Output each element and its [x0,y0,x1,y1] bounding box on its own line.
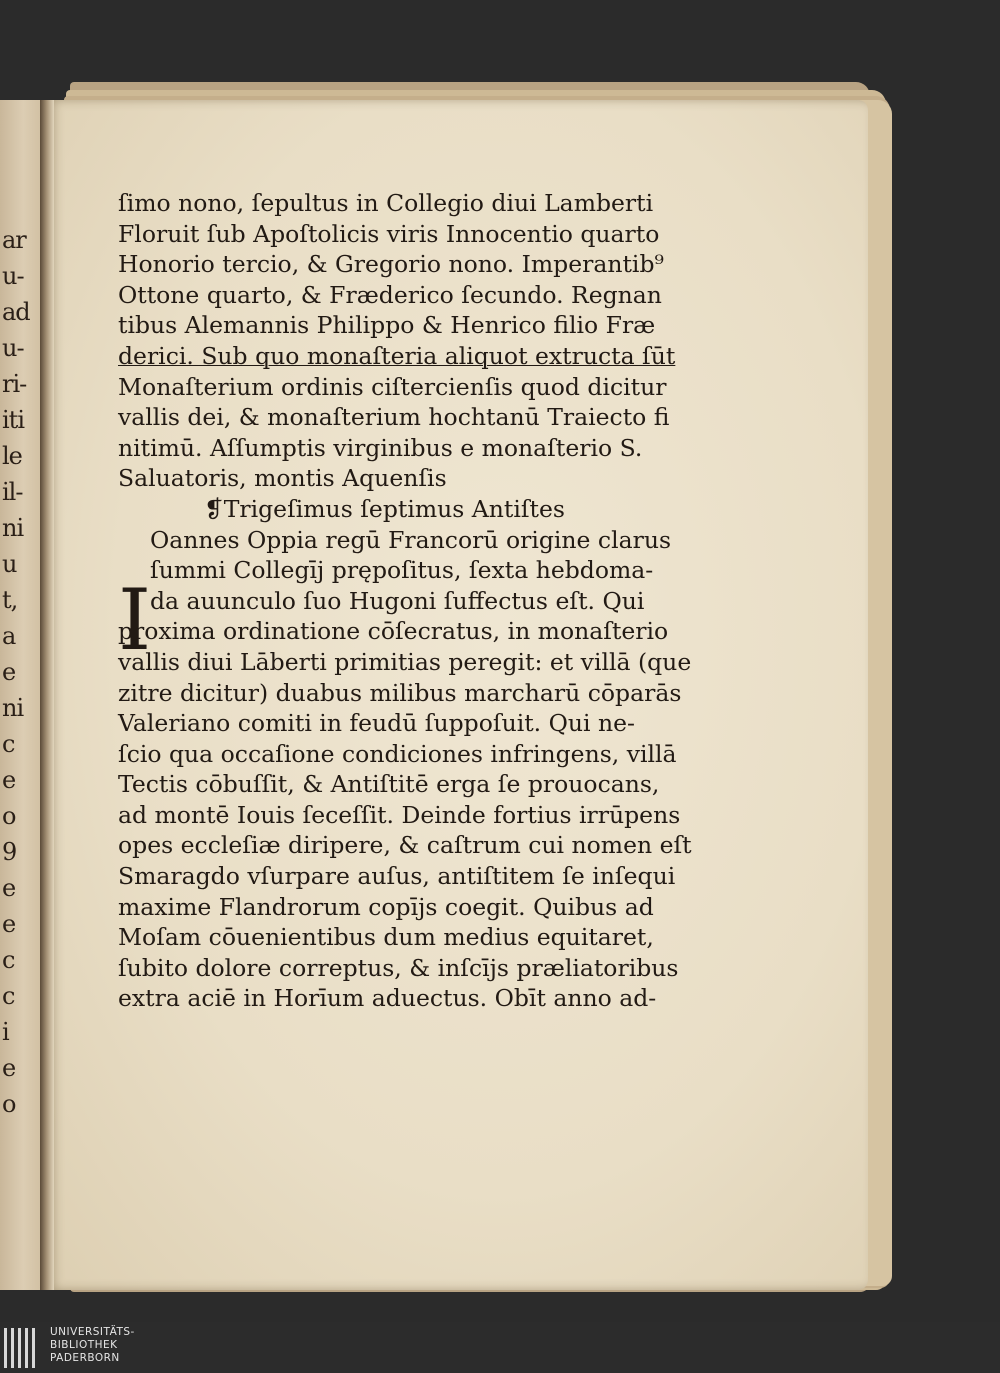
text-line: Honorio tercio, & Gregorio nono. Imperantib⁹ [118,250,664,279]
text-line: derici. Sub quo monaſteria aliquot extructa ſūt [118,341,676,370]
left-page-fragment: e [2,910,16,938]
section-heading: ❡Trigeſimus ſeptimus Antiſtes [204,494,565,523]
left-page-fragment: o [2,1090,16,1118]
left-page-fragment: ni [2,694,24,722]
left-page-fragment: t, [2,586,18,614]
left-page-fragment: ri- [2,370,27,398]
left-page-fragment: 9 [2,838,17,866]
left-page-fragment: il- [2,478,23,506]
text-line: vallis dei, & monaſterium hochtanū Traiecto fi [118,403,670,432]
text-line: opes eccleſiæ diripere, & caſtrum cui nomen eſt [118,831,692,860]
text-line: proxima ordinatione cōſecratus, in monaſterio [118,617,669,646]
page-text [118,188,718,1014]
text-line: Ottone quarto, & Fræderico ſecundo. Regnan [118,280,662,309]
logo-line: PADERBORN [50,1352,120,1364]
left-page-fragment: c [2,730,15,758]
left-page-fragment: u- [2,334,24,362]
text-line: ſummi Collegīj prępoſitus, ſexta hebdoma- [150,556,654,585]
left-page-fragment: e [2,1054,16,1082]
left-page-fragment: ar [2,226,26,254]
book-gutter [40,100,54,1290]
left-page-fragment: e [2,874,16,902]
text-line: Valeriano comiti in feudū ſuppoſuit. Qui ne- [118,709,635,738]
text-line: ſcio qua occaſione condiciones infringens, villā [118,739,677,768]
left-page-fragment: e [2,658,16,686]
left-page-fragment: a [2,622,16,650]
footer-bar [0,1322,1000,1373]
text-line: da auunculo ſuo Hugoni ſuffectus eſt. Qui [150,586,645,615]
text-line: ad montē Iouis ſeceſſit. Deinde fortius irrūpens [118,800,681,829]
text-line: tibus Alemannis Philippo & Henrico filio Fræ [118,311,656,340]
text-line: Moſam cōuenientibus dum medius equitaret, [118,923,654,952]
left-page-fragment: c [2,946,15,974]
text-line: maxime Flandrorum copījs coegit. Quibus ad [118,892,654,921]
text-line: Saluatoris, montis Aquenſis [118,464,447,493]
left-page-fragment: c [2,982,15,1010]
left-page-fragment: le [2,442,22,470]
text-line: ſimo nono, ſepultus in Collegio diui Lamberti [118,189,654,217]
left-page-fragment: ad [2,298,30,326]
logo-line: UNIVERSITÄTS- [50,1326,135,1338]
text-line: zitre dicitur) duabus milibus marcharū cōparās [118,678,682,707]
left-page-fragment: o [2,802,16,830]
text-line: Tectis cōbuſſit, & Antiſtitē erga ſe prouocans, [118,770,660,799]
left-page-fragment: iti [2,406,24,434]
left-page-fragment: u- [2,262,24,290]
left-page-fragment: e [2,766,16,794]
text-line: nitimū. Aſſumptis virginibus e monaſterio S. [118,433,643,462]
library-logo-text [50,1326,135,1365]
left-page-fragment: i [2,1018,9,1046]
text-line: extra aciē in Horīum aduectus. Obīt anno ad- [118,984,657,1013]
left-page-fragment: ni [2,514,24,542]
text-line: Floruit ſub Apoſtolicis viris Innocentio quarto [118,219,660,248]
text-line: Monaſterium ordinis ciſtercienſis quod dicitur [118,372,667,401]
text-line: ſubito dolore correptus, & inſcījs præliatoribus [118,953,679,982]
text-line: Oannes Oppia regū Francorū origine clarus [150,525,672,554]
text-line: vallis diui Lāberti primitias peregit: et villā (que [118,647,692,676]
drop-initial: I [118,571,152,669]
text-line: Smaragdo vſurpare auſus, antiſtitem ſe inſequi [118,862,676,891]
logo-line: BIBLIOTHEK [50,1339,118,1351]
left-page-fragment: u [2,550,17,578]
library-logo-icon [4,1328,40,1368]
